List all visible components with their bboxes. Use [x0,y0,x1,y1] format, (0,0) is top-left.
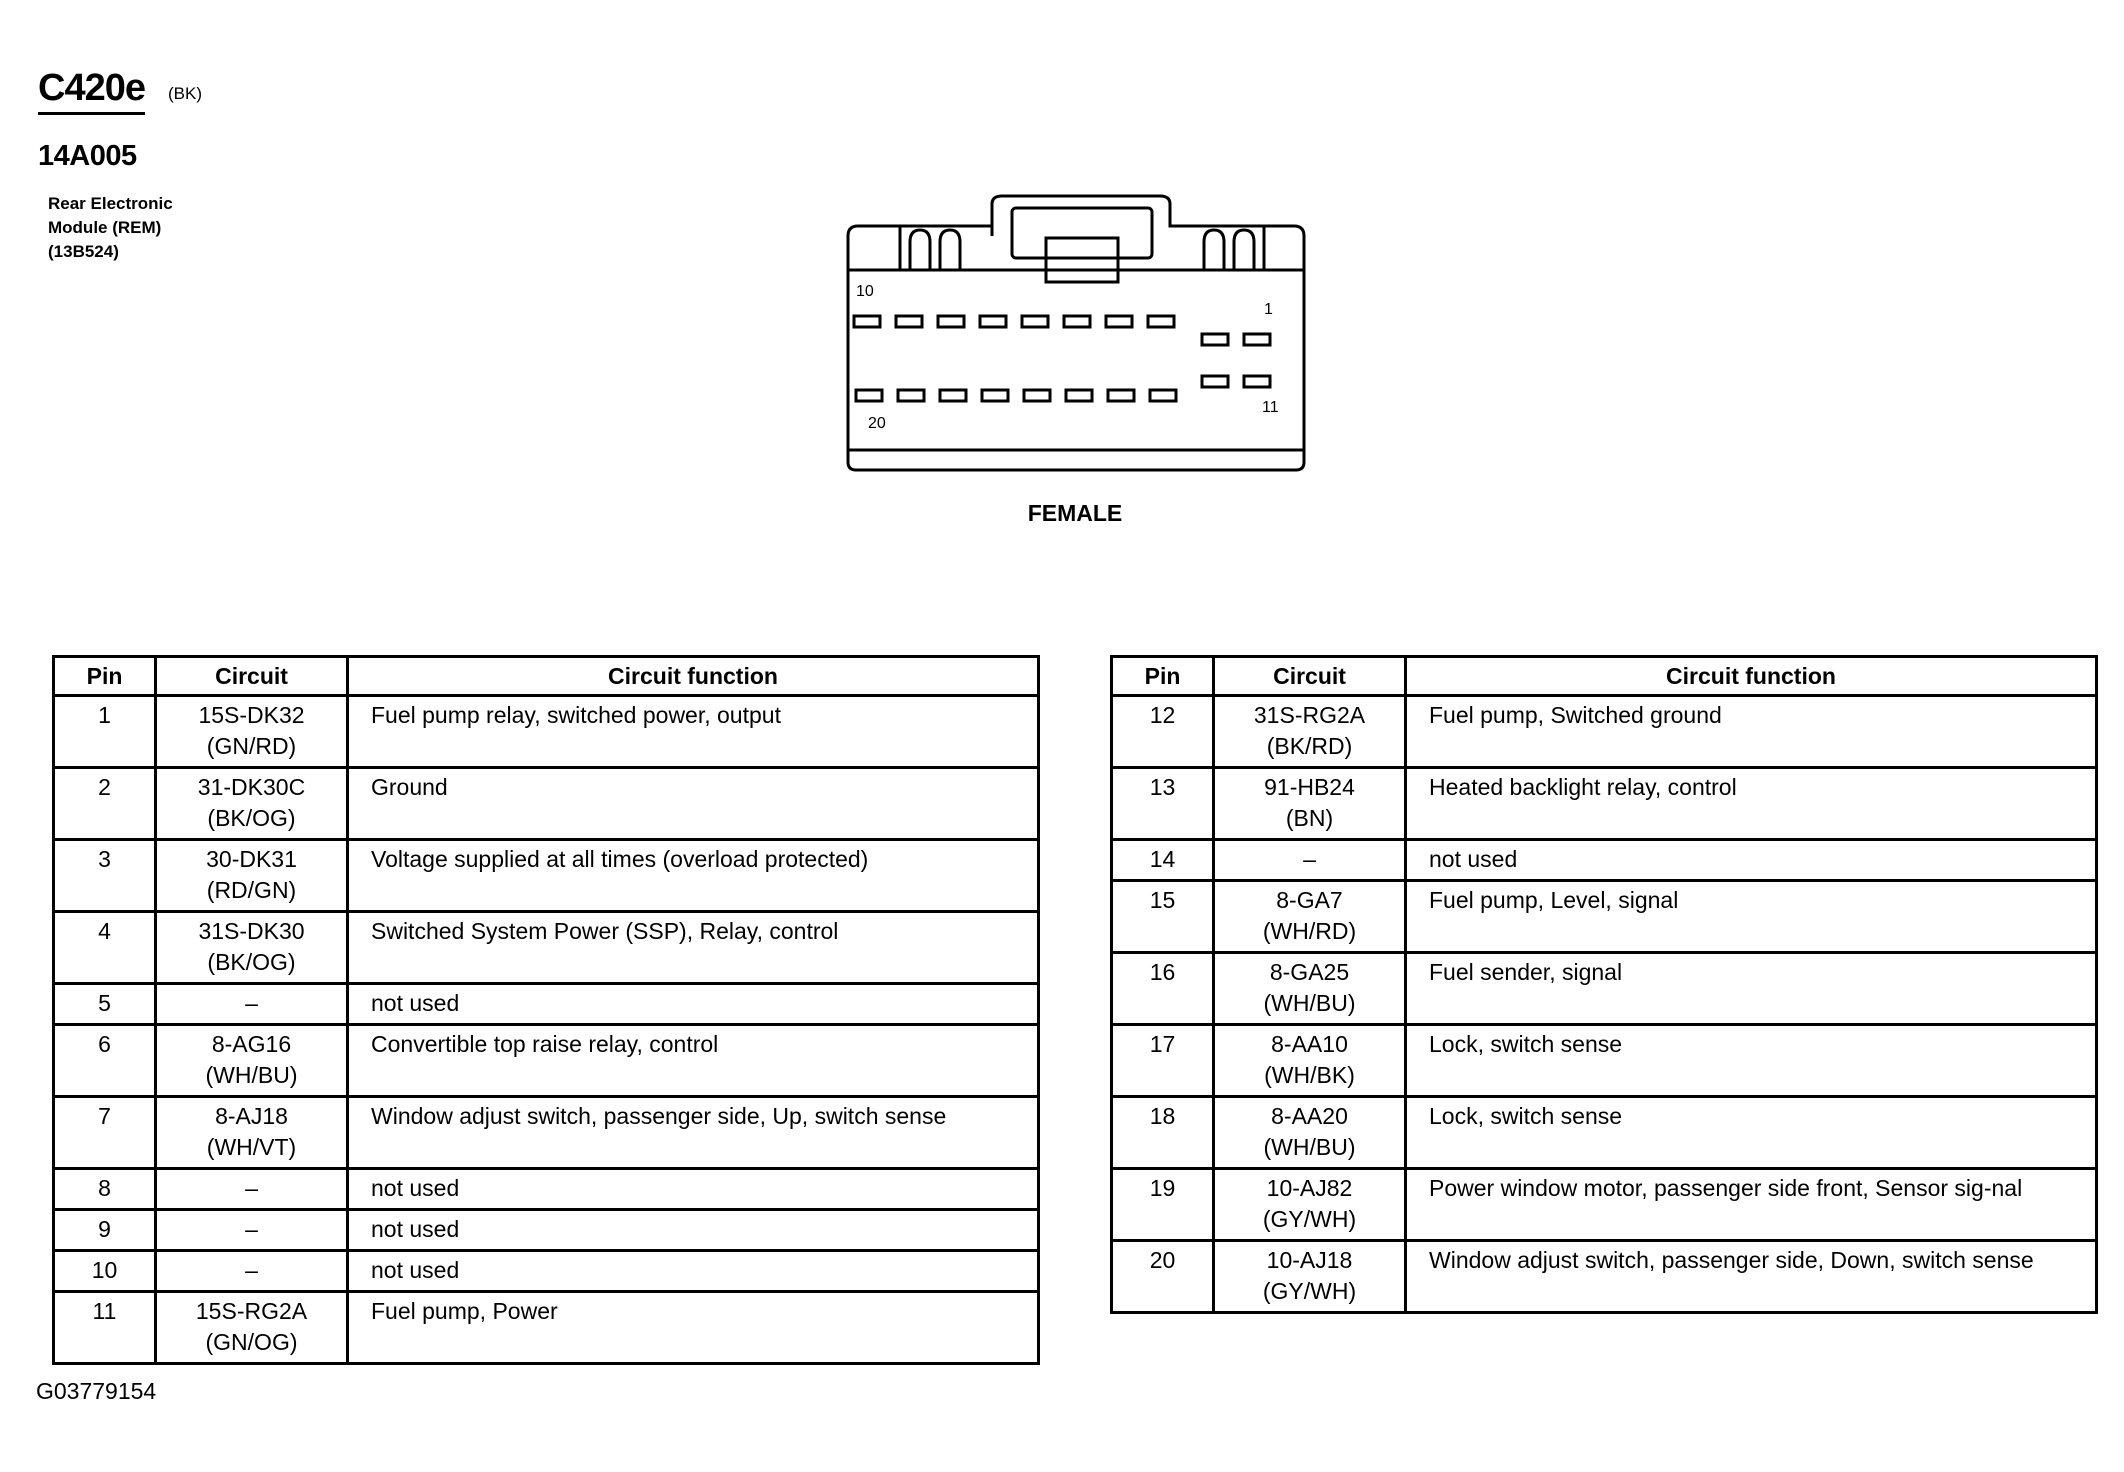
table-row [54,1025,1039,1097]
circuit-id: – [245,1216,258,1242]
pin-number: 5 [54,984,156,1025]
table-row [54,1169,1039,1210]
table-row [54,1097,1039,1169]
circuit-id: – [1303,846,1316,872]
circuit-id: – [245,1257,258,1283]
pin-number: 13 [1112,768,1214,840]
circuit-function: Window adjust switch, passenger side, Up, switch sense [348,1097,1039,1169]
table-row [54,840,1039,912]
circuit-cell [1214,1169,1406,1241]
table-row [1112,1097,2097,1169]
circuit-cell [156,912,348,984]
pin-number: 3 [54,840,156,912]
circuit-id: 31S-RG2A [1253,702,1366,728]
header-circuit: Circuit [1214,657,1406,696]
table-row [1112,1169,2097,1241]
wire-color: (WH/BK) [1264,1062,1355,1088]
wire-color: (BK/RD) [1266,733,1353,759]
table-row [54,1210,1039,1251]
wire-color: (WH/BU) [205,1062,298,1088]
pin-cavity-16 [1024,390,1050,401]
table-row [1112,696,2097,768]
part-number: 14A005 [38,140,137,172]
latch-window [1012,208,1152,258]
circuit-id: 15S-DK32 [198,702,305,728]
wire-color: (GY/WH) [1262,1206,1357,1232]
table-row [1112,1025,2097,1097]
circuit-cell [1214,1097,1406,1169]
pin-number: 17 [1112,1025,1214,1097]
circuit-function: Lock, switch sense [1406,1097,2097,1169]
wire-color: (BK/OG) [207,805,296,831]
table-row [1112,1241,2097,1313]
module-line: Rear Electronic [48,194,173,213]
table-row [1112,881,2097,953]
circuit-id: 10-AJ18 [1266,1247,1353,1273]
pin-cavity-11 [1244,376,1270,387]
pin-cavity-2 [1202,334,1228,345]
latch-tab [1046,238,1118,282]
pin-cavity-5 [1064,316,1090,327]
connector-id: C420e [38,66,145,115]
pin-number: 12 [1112,696,1214,768]
circuit-function: Window adjust switch, passenger side, Down, switch sense [1406,1241,2097,1313]
circuit-cell [156,1097,348,1169]
pin-number: 2 [54,768,156,840]
table-row [54,1292,1039,1364]
circuit-function: not used [348,1251,1039,1292]
circuit-function: not used [348,1169,1039,1210]
wire-color: (WH/VT) [206,1134,297,1160]
pin-number: 19 [1112,1169,1214,1241]
pin-number: 14 [1112,840,1214,881]
wire-color: (WH/BU) [1263,990,1356,1016]
table-row [54,912,1039,984]
circuit-cell [156,1251,348,1292]
circuit-function: Heated backlight relay, control [1406,768,2097,840]
connector-color: (BK) [168,84,202,103]
circuit-cell [156,1292,348,1364]
circuit-function: Fuel pump, Level, signal [1406,881,2097,953]
pin-cavity-1 [1244,334,1270,345]
right-finger [1234,230,1254,270]
pin-cavity-4 [1106,316,1132,327]
pin-cavity-7 [980,316,1006,327]
pin-number: 20 [1112,1241,1214,1313]
circuit-cell [1214,696,1406,768]
pin-number: 10 [54,1251,156,1292]
right-finger [1204,230,1224,270]
pin-cavity-6 [1022,316,1048,327]
header-function: Circuit function [1406,657,2097,696]
circuit-cell [156,1025,348,1097]
pin-number: 9 [54,1210,156,1251]
pin-cavity-20 [856,390,882,401]
pin-cavity-14 [1108,390,1134,401]
circuit-id: 8-AG16 [211,1031,292,1057]
pin-number: 11 [54,1292,156,1364]
circuit-function: Fuel pump, Power [348,1292,1039,1364]
circuit-function: Voltage supplied at all times (overload protected) [348,840,1039,912]
wire-color: (WH/BU) [1263,1134,1356,1160]
circuit-function: Switched System Power (SSP), Relay, control [348,912,1039,984]
pin-number: 6 [54,1025,156,1097]
circuit-id: 91-HB24 [1264,774,1355,800]
wire-color: (GN/RD) [206,733,297,759]
pin-label-1: 1 [1264,301,1273,318]
module-line: Module (REM) [48,218,162,237]
wire-color: (GY/WH) [1262,1278,1357,1304]
circuit-id: 8-AA20 [1271,1103,1348,1129]
pin-cavity-18 [940,390,966,401]
pin-cavity-9 [896,316,922,327]
pin-number: 7 [54,1097,156,1169]
pin-cavity-13 [1150,390,1176,401]
wire-color: (BN) [1285,805,1334,831]
circuit-id: 10-AJ82 [1266,1175,1353,1201]
circuit-cell [1214,1025,1406,1097]
module-description [48,192,248,264]
circuit-cell [1214,881,1406,953]
circuit-id: – [245,1175,258,1201]
circuit-id: 31S-DK30 [198,918,305,944]
pin-number: 1 [54,696,156,768]
pin-label-11: 11 [1262,399,1279,416]
circuit-cell [1214,1241,1406,1313]
wire-color: (GN/OG) [205,1329,298,1355]
connector-view-label: FEMALE [1027,500,1123,526]
pin-cavities [854,316,1270,401]
circuit-id: 8-AA10 [1271,1031,1348,1057]
pin-number: 8 [54,1169,156,1210]
table-row [54,696,1039,768]
pin-cavity-17 [982,390,1008,401]
table-row [1112,768,2097,840]
circuit-id: 15S-RG2A [195,1298,308,1324]
pin-number: 18 [1112,1097,1214,1169]
header-circuit: Circuit [156,657,348,696]
module-line: (13B524) [48,242,119,261]
circuit-function: not used [1406,840,2097,881]
circuit-function: Lock, switch sense [1406,1025,2097,1097]
table-row [54,768,1039,840]
circuit-id: – [245,990,258,1016]
left-finger [940,230,960,270]
pin-table-right [1110,655,2098,1314]
circuit-cell [1214,953,1406,1025]
pin-cavity-15 [1066,390,1092,401]
circuit-cell [1214,768,1406,840]
header-pin: Pin [54,657,156,696]
circuit-cell [156,984,348,1025]
circuit-cell [156,696,348,768]
left-finger [910,230,930,270]
table-row [1112,953,2097,1025]
wire-color: (WH/RD) [1262,918,1357,944]
circuit-cell [156,768,348,840]
circuit-cell [156,1210,348,1251]
pin-number: 16 [1112,953,1214,1025]
circuit-function: Fuel sender, signal [1406,953,2097,1025]
pin-number: 4 [54,912,156,984]
pin-cavity-3 [1148,316,1174,327]
pin-cavity-12 [1202,376,1228,387]
header-pin: Pin [1112,657,1214,696]
circuit-id: 31-DK30C [197,774,306,800]
circuit-function: Ground [348,768,1039,840]
wire-color: (BK/OG) [207,949,296,975]
circuit-function: Convertible top raise relay, control [348,1025,1039,1097]
circuit-cell [1214,840,1406,881]
pin-label-20: 20 [868,415,886,432]
table-row [54,1251,1039,1292]
connector-face-diagram [840,190,1310,480]
circuit-id: 8-GA7 [1276,887,1343,913]
table-row [1112,840,2097,881]
circuit-function: Power window motor, passenger side front, Sensor sig-nal [1406,1169,2097,1241]
circuit-function: not used [348,1210,1039,1251]
figure-id: G03779154 [36,1378,157,1404]
header-function: Circuit function [348,657,1039,696]
pin-table-left [52,655,1040,1365]
circuit-id: 8-GA25 [1269,959,1350,985]
circuit-function: not used [348,984,1039,1025]
pin-cavity-10 [854,316,880,327]
pin-number: 15 [1112,881,1214,953]
circuit-id: 30-DK31 [206,846,297,872]
pin-cavity-19 [898,390,924,401]
table-row [54,984,1039,1025]
pin-label-10: 10 [856,283,874,300]
circuit-cell [156,1169,348,1210]
circuit-cell [156,840,348,912]
circuit-id: 8-AJ18 [215,1103,288,1129]
pin-cavity-8 [938,316,964,327]
wire-color: (RD/GN) [206,877,297,903]
circuit-function: Fuel pump relay, switched power, output [348,696,1039,768]
circuit-function: Fuel pump, Switched ground [1406,696,2097,768]
